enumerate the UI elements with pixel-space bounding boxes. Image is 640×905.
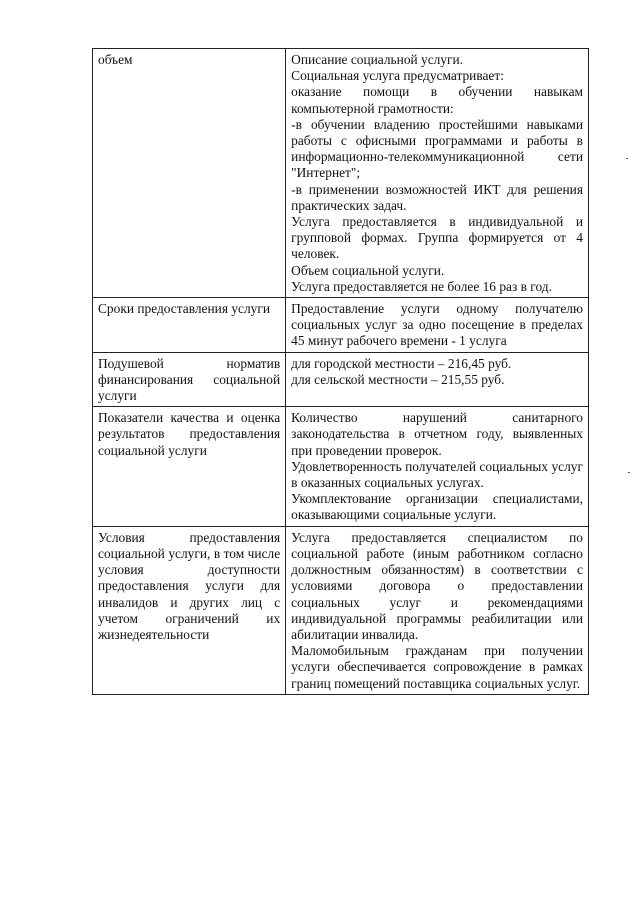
row-content-financing <box>286 352 589 407</box>
row-header-text: Условия предоставления социальной услуги, в том числе условия доступности предоставления услуги для инвалидов и других лиц с учетом ограничений их жизнедеятельности <box>98 529 281 642</box>
paragraph: Маломобильным гражданам при получении услуги обеспечивается сопровождение в рамках границ помещений поставщика социальных услуг. <box>291 643 583 691</box>
paragraph: Услуга предоставляется специалистом по социальной работе (иным работником согласно должностным обязанностям) в соответствии с условиями договора о предоставлении социальных услуг и рекомендациями индивидуальной программы реабилитации или абилитации инвалида. <box>291 529 583 642</box>
table-row-quality <box>93 407 589 526</box>
paragraph: Количество нарушений санитарного законодательства в отчетном году, выявленных при проведении проверок. <box>291 410 583 458</box>
scan-speck <box>626 158 628 159</box>
row-header-text: Подушевой норматив финансирования социальной услуги <box>98 355 281 404</box>
row-content-quality <box>286 407 589 526</box>
paragraph: Укомплектование организации специалистами, оказывающими социальные услуги. <box>291 491 583 523</box>
row-header-conditions <box>93 526 286 694</box>
row-content-volume <box>286 49 589 298</box>
paragraph: Объем социальной услуги. <box>291 262 445 278</box>
scan-speck <box>628 472 630 473</box>
service-description-table <box>92 48 589 695</box>
row-header-volume <box>93 49 286 298</box>
table-row-terms <box>93 298 589 353</box>
table-row-conditions <box>93 526 589 694</box>
row-header-text: Сроки предоставления услуги <box>98 301 270 317</box>
row-header-text: Показатели качества и оценка результатов предоставления социальной услуги <box>98 410 281 458</box>
paragraph: Описание социальной услуги. <box>291 52 464 67</box>
paragraph: -в обучении владению простейшими навыками работы с офисными программами и работы в информационно-телекоммуникационной сети "Интернет"; <box>291 116 583 181</box>
paragraph: Предоставление услуги одному получателю социальных услуг за одно посещение в пределах 45 минут рабочего времени - 1 услуга <box>291 301 583 349</box>
row-header-financing <box>93 352 286 407</box>
paragraph: для сельской местности – 215,55 руб. <box>291 371 505 387</box>
row-header-terms <box>93 298 286 353</box>
table-row-volume <box>93 49 589 298</box>
paragraph: Услуга предоставляется не более 16 раз в год. <box>291 278 552 294</box>
row-header-text: объем <box>98 52 133 67</box>
paragraph: оказание помощи в обучении навыкам компьютерной грамотности: <box>291 84 583 116</box>
paragraph: Социальная услуга предусматривает: <box>291 68 504 84</box>
paragraph: для городской местности – 216,45 руб. <box>291 355 512 371</box>
table-row-financing <box>93 352 589 407</box>
paragraph: -в применении возможностей ИКТ для решения практических задач. <box>291 181 583 213</box>
row-header-quality <box>93 407 286 526</box>
row-content-terms <box>286 298 589 353</box>
paragraph: Услуга предоставляется в индивидуальной и групповой формах. Группа формируется от 4 человек. <box>291 214 583 262</box>
paragraph: Удовлетворенность получателей социальных услуг в оказанных социальных услугах. <box>291 458 583 491</box>
row-content-conditions <box>286 526 589 694</box>
